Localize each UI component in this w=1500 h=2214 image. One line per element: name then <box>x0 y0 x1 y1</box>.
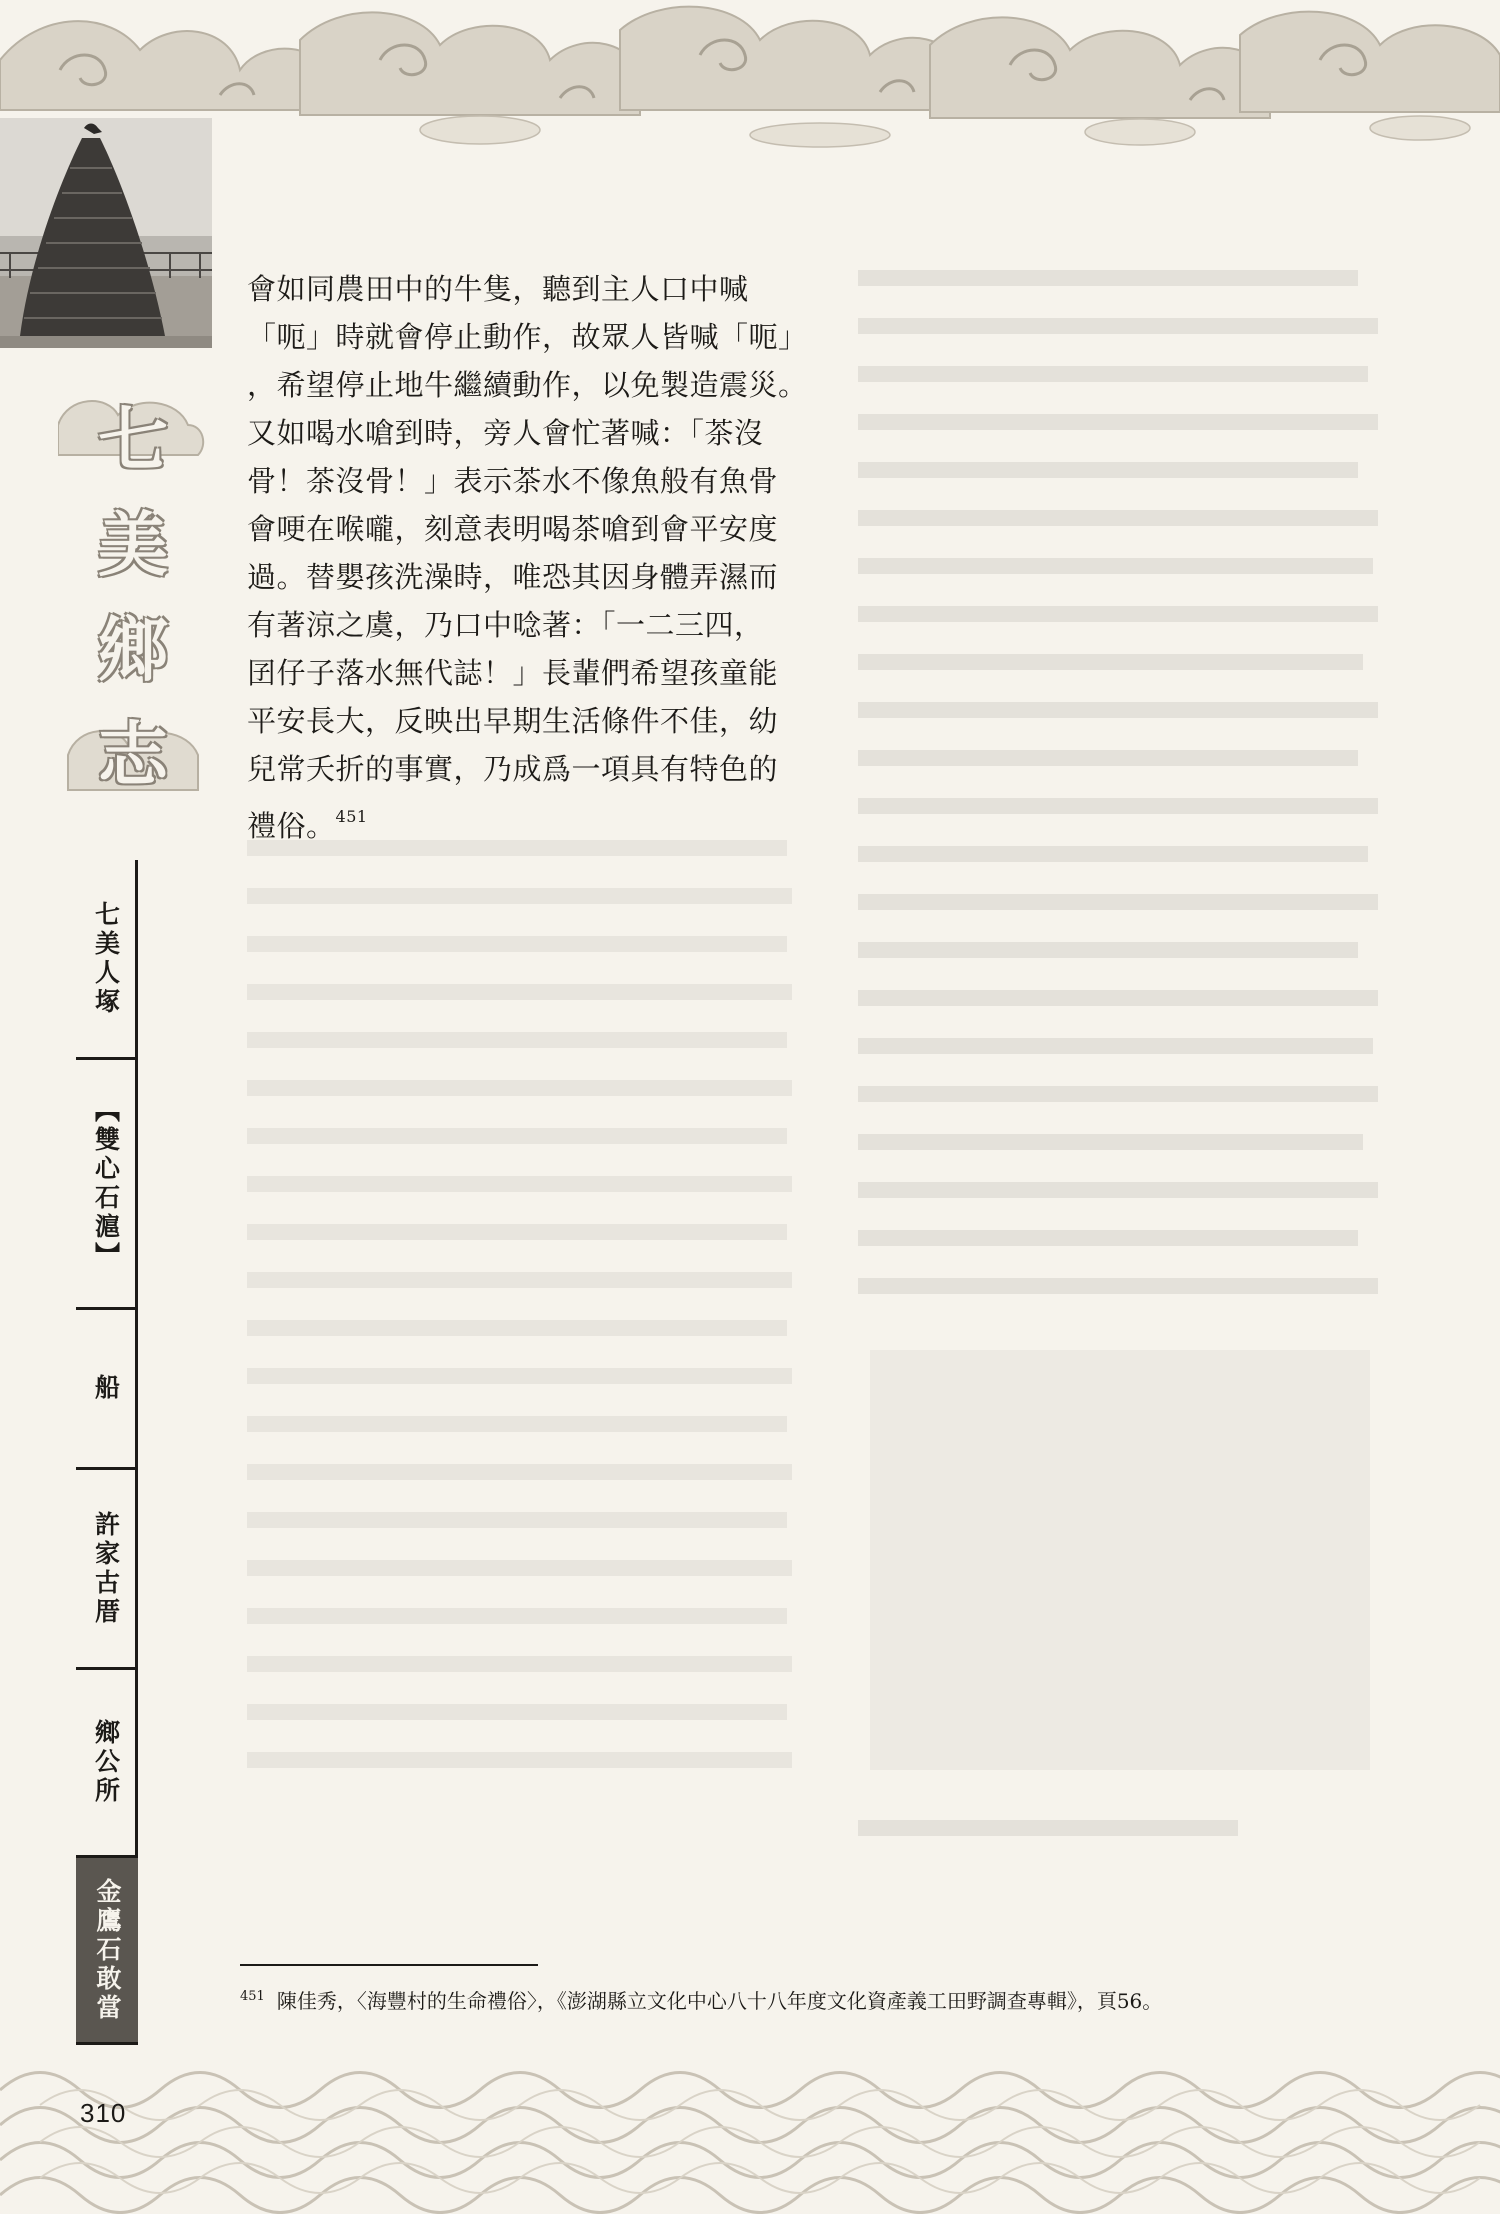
tab-township-office[interactable] <box>76 1670 138 1858</box>
footnote-divider <box>240 1964 538 1966</box>
wave-ornament-band <box>0 2050 1500 2214</box>
body-line: 會如同農田中的牛隻，聽到主人口中喊 <box>247 272 749 306</box>
footnote <box>240 1983 1340 2015</box>
reverse-page-showthrough-left <box>247 830 807 1880</box>
body-line: ，希望停止地牛繼續動作，以免製造震災。 <box>247 368 808 402</box>
body-line: 又如喝水嗆到時，旁人會忙著喊：「茶沒 <box>247 416 764 450</box>
chapter-tabs <box>76 860 138 2045</box>
book-title-vertical <box>58 395 208 815</box>
tab-boat[interactable] <box>76 1310 138 1470</box>
footnote-reference[interactable]: 451 <box>335 807 368 826</box>
body-line: 平安長大，反映出早期生活條件不佳，幼 <box>247 704 779 738</box>
tab-golden-eagle-stone[interactable] <box>76 1858 138 2045</box>
body-line: 囝仔子落水無代誌！」長輩們希望孩童能 <box>247 656 779 690</box>
tab-twin-heart-weir[interactable] <box>76 1060 138 1310</box>
body-line: 有著涼之虞，乃口中唸著：「一二三四， <box>247 608 764 642</box>
footnote-text: 陳佳秀，〈海豐村的生命禮俗〉，《澎湖縣立文化中心八十八年度文化資產義工田野調查專輯》，頁56。 <box>276 1989 1163 2013</box>
tab-label: 金鷹石敢當 <box>93 1877 122 2023</box>
body-last-line <box>247 793 807 841</box>
body-line: 「呃」時就會停止動作，故眾人皆喊「呃」 <box>247 320 808 354</box>
tab-label: 船 <box>91 1374 121 1403</box>
tab-qimei-tomb[interactable] <box>76 860 138 1060</box>
page-number: 310 <box>80 2098 127 2128</box>
body-paragraph <box>247 265 807 841</box>
reverse-page-showthrough <box>850 260 1390 1880</box>
tab-label: 鄉公所 <box>91 1719 121 1806</box>
title-char-3: 鄉 <box>98 608 168 691</box>
body-line: 兒常夭折的事實，乃成爲一項具有特色的 <box>247 752 779 786</box>
title-char-4: 志 <box>98 713 168 796</box>
body-line: 骨！茶沒骨！」表示茶水不像魚般有魚骨 <box>247 464 779 498</box>
tab-label: 許家古厝 <box>91 1510 121 1627</box>
footnote-number: 451 <box>240 1989 265 2004</box>
body-last-text: 禮俗。 <box>247 809 336 843</box>
tab-label: 【雙心石滬】 <box>91 1096 121 1271</box>
cloud-ornament-band <box>0 0 1500 150</box>
title-char-1: 七 <box>98 398 168 481</box>
body-line: 過。替嬰孩洗澡時，唯恐其因身體弄濕而 <box>247 560 779 594</box>
tab-hsu-family-house[interactable] <box>76 1470 138 1670</box>
stone-stupa-photo <box>0 118 212 348</box>
title-char-2: 美 <box>98 503 168 586</box>
body-line: 會哽在喉嚨，刻意表明喝茶嗆到會平安度 <box>247 512 779 546</box>
tab-label: 七美人塚 <box>91 900 121 1017</box>
